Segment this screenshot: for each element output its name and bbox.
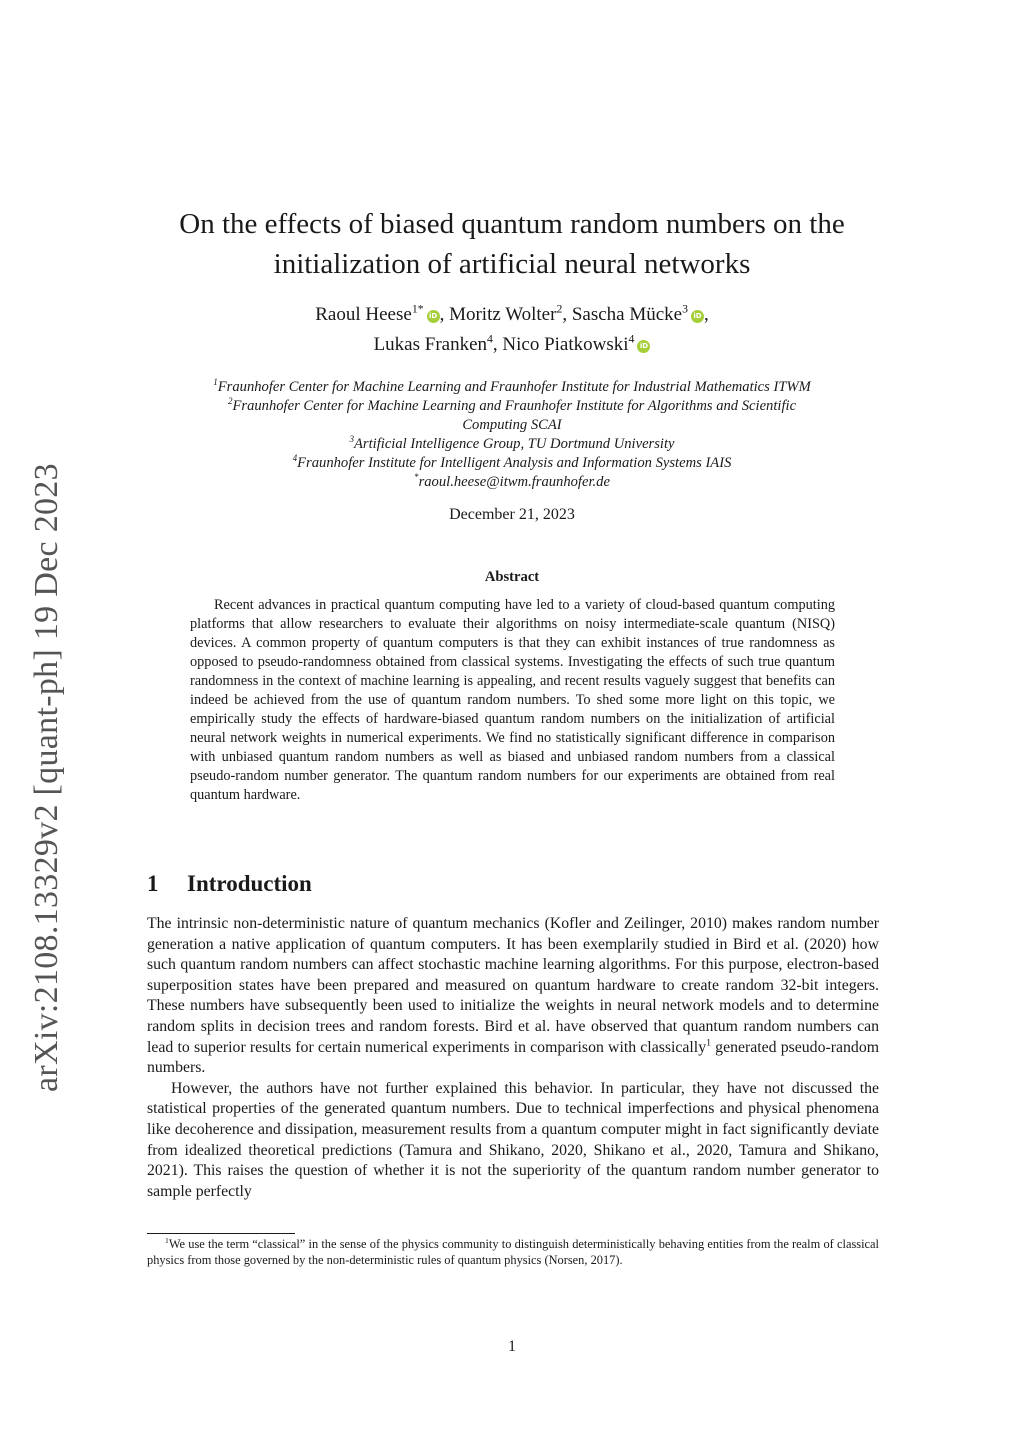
section-title: Introduction — [187, 871, 312, 896]
abstract-heading: Abstract — [484, 569, 540, 585]
affiliation-text: Fraunhofer Center for Machine Learning and Fraunhofer Institute for Algorithms and Scientific — [232, 398, 797, 414]
orcid-icon[interactable]: iD — [427, 310, 440, 323]
title-line-1: On the effects of biased quantum random numbers on the — [179, 208, 845, 240]
affiliation-2-cont: Computing SCAI — [462, 417, 562, 433]
author-name: , Nico Piatkowski — [492, 334, 629, 355]
affiliation-mark: 3 — [349, 434, 355, 445]
paragraph-text: generated pseudo-random numbers. — [147, 1038, 879, 1077]
affiliation-4 — [140, 454, 884, 473]
paper-title — [140, 204, 884, 284]
author-name: , Sascha Mücke — [562, 304, 683, 325]
footnote — [147, 1236, 879, 1268]
title-line-2: initialization of artificial neural networks — [273, 248, 751, 280]
arxiv-identifier-stamp: arXiv:2108.13329v2 [quant-ph] 19 Dec 2023 — [28, 463, 65, 1092]
author-name: Raoul Heese — [315, 304, 412, 325]
paragraph-1 — [147, 914, 879, 1079]
author-line-2 — [140, 330, 884, 360]
affiliation-mark: 1 — [213, 377, 218, 388]
orcid-icon[interactable]: iD — [637, 340, 650, 353]
author-affil-mark: 2 — [556, 302, 563, 316]
body-text — [147, 914, 879, 1202]
affiliation-mark: 4 — [292, 453, 298, 464]
affiliation-text: Fraunhofer Institute for Intelligent Analysis and Information Systems IAIS — [297, 455, 732, 471]
affiliation-mark: * — [414, 472, 419, 483]
footnote-number: 1 — [165, 1235, 169, 1245]
author-list — [140, 300, 884, 360]
author-name: Lukas Franken — [373, 334, 488, 355]
affiliation-text: Fraunhofer Center for Machine Learning and Fraunhofer Institute for Industrial Mathematics ITWM — [217, 379, 811, 395]
email-link[interactable]: raoul.heese@itwm.fraunhofer.de — [418, 474, 610, 490]
author-affil-mark: 1* — [411, 302, 424, 316]
footnote-mark[interactable]: 1 — [706, 1037, 711, 1049]
paragraph-2: However, the authors have not further explained this behavior. In particular, they have not discussed the statistical properties of the generated quantum numbers. Due to technical imperfections and physical phenomena like decoherence and dissipation, measurement results from a quantum computer might in fact significantly deviate from idealized theoretical predictions (Tamura and Shikano, 2020, Shikano et al., 2020, Tamura and Shikano, 2021). This raises the question of whether it is not the superiority of the quantum random number generator to sample perfectly — [147, 1079, 879, 1200]
affiliation-3 — [140, 435, 884, 454]
author-affil-mark: 4 — [487, 332, 493, 346]
affiliation-1 — [140, 378, 884, 397]
affiliation-mark: 2 — [227, 396, 233, 407]
author-affil-mark: 4 — [628, 332, 635, 346]
affiliations — [140, 378, 884, 492]
footnote-text: We use the term “classical” in the sense of the physics community to distinguish deterministically behaving entities from the realm of classical physics from those governed by the non-deterministic rules of quantum physics (Norsen, 2017). — [147, 1237, 879, 1268]
page-number: 1 — [508, 1338, 516, 1355]
corresponding-email — [140, 473, 884, 492]
abstract-text: Recent advances in practical quantum computing have led to a variety of cloud-based quantum computing platforms that allow researchers to evaluate their algorithms on noisy intermediate-scale quantum (NISQ) devices. A common property of quantum computers is that they can exhibit instances of true randomness as opposed to pseudo-randomness obtained from classical systems. Investigating the effects of such true quantum randomness in the context of machine learning is appealing, and recent results vaguely suggest that benefits can indeed be achieved from the use of quantum random numbers. To shed some more light on this topic, we empirically study the effects of hardware-biased quantum random numbers on the initialization of artificial neural network weights in numerical experiments. We find no statistically significant difference in comparison with unbiased quantum random numbers as well as biased and unbiased random numbers from a classical pseudo-random number generator. The quantum random numbers for our experiments are obtained from real quantum hardware. — [190, 597, 835, 803]
author-name: , Moritz Wolter — [439, 304, 557, 325]
section-number: 1 — [147, 871, 159, 896]
affiliation-2 — [140, 397, 884, 416]
orcid-icon[interactable]: iD — [691, 310, 704, 323]
section-heading — [147, 871, 312, 897]
author-separator: , — [704, 304, 709, 325]
publication-date: December 21, 2023 — [449, 506, 575, 523]
author-line-1 — [140, 300, 884, 330]
footnote-divider — [147, 1233, 295, 1234]
paragraph-text: The intrinsic non-deterministic nature of quantum mechanics (Kofler and Zeilinger, 2010) makes random number generation a native application of quantum computers. It has been exemplarily studied in Bird et al. (2020) how such quantum random numbers can affect stochastic machine learning algorithms. For this purpose, electron-based superposition states have been prepared and measured on quantum hardware to create random 32-bit integers. These numbers have subsequently been used to initialize the weights in neural network models and to determine random splits in decision trees and random forests. Bird et al. have observed that quantum random numbers can lead to superior results for certain numerical experiments in comparison with classically — [147, 915, 879, 1056]
affiliation-text: Artificial Intelligence Group, TU Dortmund University — [354, 436, 675, 452]
author-affil-mark: 3 — [682, 302, 688, 316]
